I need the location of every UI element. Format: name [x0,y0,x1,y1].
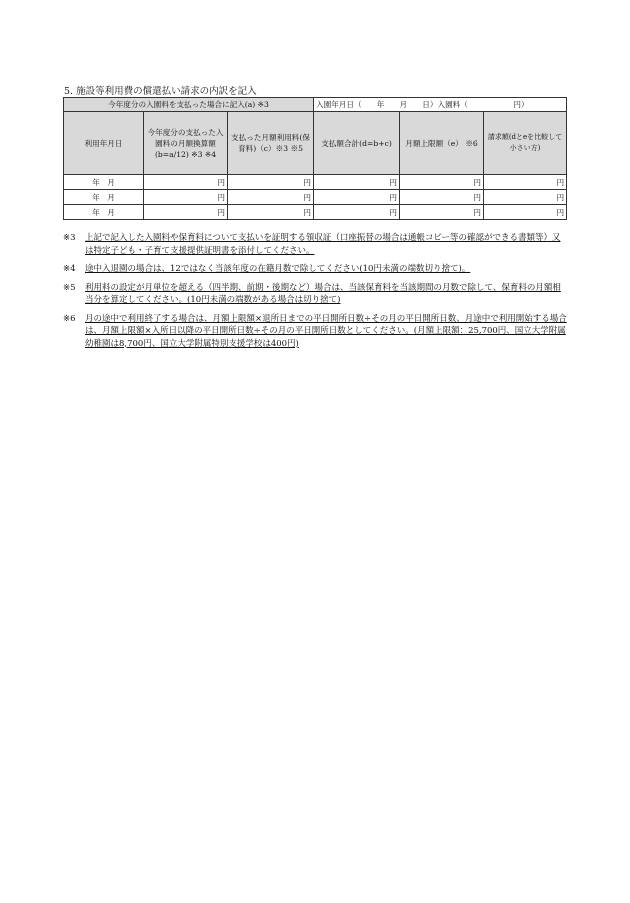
cell-b[interactable]: 円 [144,190,228,205]
cell-b[interactable]: 円 [144,175,228,190]
table-row [64,190,567,205]
reimbursement-table [63,97,567,220]
table-row [64,205,567,220]
note-text: 上記で記入した入園料や保育料について支払いを証明する領収証（口座振替の場合は通帳コピー等の確認ができる書類等）又は特定子ども・子育て支援提供証明書を添付してください。 [85,233,561,256]
cell-f[interactable]: 円 [484,190,567,205]
cell-b[interactable]: 円 [144,205,228,220]
cell-e[interactable]: 円 [400,205,484,220]
cell-e[interactable]: 円 [400,175,484,190]
cell-date[interactable]: 年 月 [64,175,144,190]
cell-date[interactable]: 年 月 [64,190,144,205]
header-monthly-admission: 今年度分の支払った入園料の月額換算額(b=a/12) ※3 ※4 [144,112,228,175]
cell-e[interactable]: 円 [400,190,484,205]
cell-f[interactable]: 円 [484,205,567,220]
note-text: 利用料の設定が月単位を超える（四半期、前期・後期など）場合は、当該保育料を当該期間の月数で除して、保育料の月額相当分を算定してください。(10円未満の端数がある場合は切り捨て) [85,282,561,305]
note-text: 途中入退園の場合は、12ではなく当該年度の在籍月数で除してください(10円未満の端数切り捨て)。 [85,264,471,274]
table-row [64,175,567,190]
header-cap: 月額上限額（e） ※6 [400,112,484,175]
cell-c[interactable]: 円 [228,205,314,220]
note-mark: ※4 [63,264,76,274]
header-claim: 請求額(dとeを比較して小さい方) [484,112,567,175]
note-mark: ※5 [63,282,76,293]
admission-date-fee-field[interactable]: 入園年月日（ 年 月 日）入園料（ 円） [314,98,567,112]
header-monthly-fee: 支払った月額利用料(保育料)（c）※3 ※5 [228,112,314,175]
header-total: 支払額合計(d=b+c) [314,112,400,175]
cell-d[interactable]: 円 [314,190,400,205]
cell-c[interactable]: 円 [228,175,314,190]
note-mark: ※6 [63,313,76,324]
cell-d[interactable]: 円 [314,175,400,190]
section-title: 5. 施設等利用費の償還払い請求の内訳を記入 [64,86,257,97]
note-6 [63,313,568,351]
note-3 [63,232,568,257]
notes [63,232,568,356]
admission-fee-label: 今年度分の入園料を支払った場合に記入(a) ※3 [64,98,314,112]
note-text: 月の途中で利用終了する場合は、月額上限額×退所日までの平日開所日数÷その月の平日開所日数、月途中で利用開始する場合は、月額上限額×入所日以降の平日開所日数÷その月の平日開所日数としてください。(月額上限額：25,700円、国立大学附属幼稚園は8,700円、国立大学附属特別支援学校は400円) [85,313,567,349]
cell-c[interactable]: 円 [228,190,314,205]
note-4 [63,263,568,276]
cell-f[interactable]: 円 [484,175,567,190]
cell-d[interactable]: 円 [314,205,400,220]
cell-date[interactable]: 年 月 [64,205,144,220]
header-usage-month: 利用年月日 [64,112,144,175]
note-5 [63,282,568,307]
note-mark: ※3 [63,233,76,243]
